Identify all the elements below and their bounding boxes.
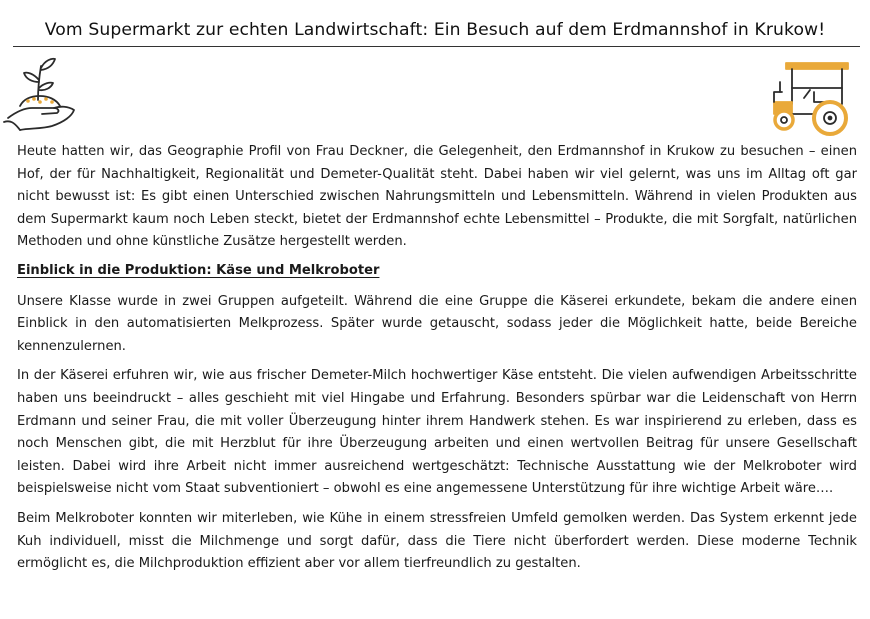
document-title: Vom Supermarkt zur echten Landwirtschaft: Ein Besuch auf dem Erdmannshof in Krukow! <box>44 20 826 40</box>
melkroboter-paragraph: Beim Melkroboter konnten wir miterleben, wie Kühe in einem stressfreien Umfeld gemolken werden. Das System erkennt jede Kuh individuell, misst die Milchmenge und sorgt dafür, dass die Tiere nicht überfordert werden. Diese moderne Technik ermöglicht es, die Milchproduktion effizient aber vor allem tierfreundlich zu gestalten. <box>17 510 857 572</box>
plant-in-hand-icon <box>2 56 78 140</box>
title-underline <box>13 46 860 47</box>
tractor-icon <box>768 58 856 140</box>
article-body <box>17 141 857 576</box>
groups-paragraph: Unsere Klasse wurde in zwei Gruppen aufgeteilt. Während die eine Gruppe die Käserei erkundete, bekam die andere einen Einblick in den automatisierten Melkprozess. Später wurde getauscht, sodass jeder die Möglichkeit hatte, beide Bereiche kennenzulernen. <box>17 293 857 354</box>
intro-paragraph: Heute hatten wir, das Geographie Profil von Frau Deckner, die Gelegenheit, den Erdmannshof in Krukow zu besuchen – einen Hof, der für Nachhaltigkeit, Regionalität und Demeter-Qualität steht. Dabei haben wir viel gelernt, was uns im Alltag oft gar nicht bewusst ist: Es gibt einen Unterschied zwischen Nahrungsmitteln und Lebensmitteln. Während in vielen Produkten aus dem Supermarkt kaum noch Leben steckt, bietet der Erdmannshof echte Lebensmittel – Produkte, die mit Sorgfalt, natürlichen Methoden und ohne künstliche Zusätze hergestellt werden. <box>17 144 857 250</box>
section-heading: Einblick in die Produktion: Käse und Melkroboter <box>17 262 380 278</box>
kaeserei-paragraph: In der Käserei erfuhren wir, wie aus frischer Demeter-Milch hochwertiger Käse entsteht. Die vielen aufwendigen Arbeitsschritte haben uns beeindruckt – alles geschieht mit viel Hingabe und Erfahrung. Besonders spürbar war die Leidenschaft von Herrn Erdmann und seiner Frau, die mit voller Überzeugung hinter ihrem Handwerk stehen. Es war inspirierend zu erleben, dass es noch Menschen gibt, die mit Herzblut für ihre Überzeugung arbeiten und einen wertvollen Beitrag für unsere Gesellschaft leisten. Dabei wird ihre Arbeit nicht immer ausreichend wertgeschätzt: Technische Ausstattung wie der Melkroboter wird beispielsweise nicht vom Staat subventioniert – obwohl es eine angemessene Unterstützung für ihre wichtige Arbeit wäre…. <box>17 368 857 497</box>
